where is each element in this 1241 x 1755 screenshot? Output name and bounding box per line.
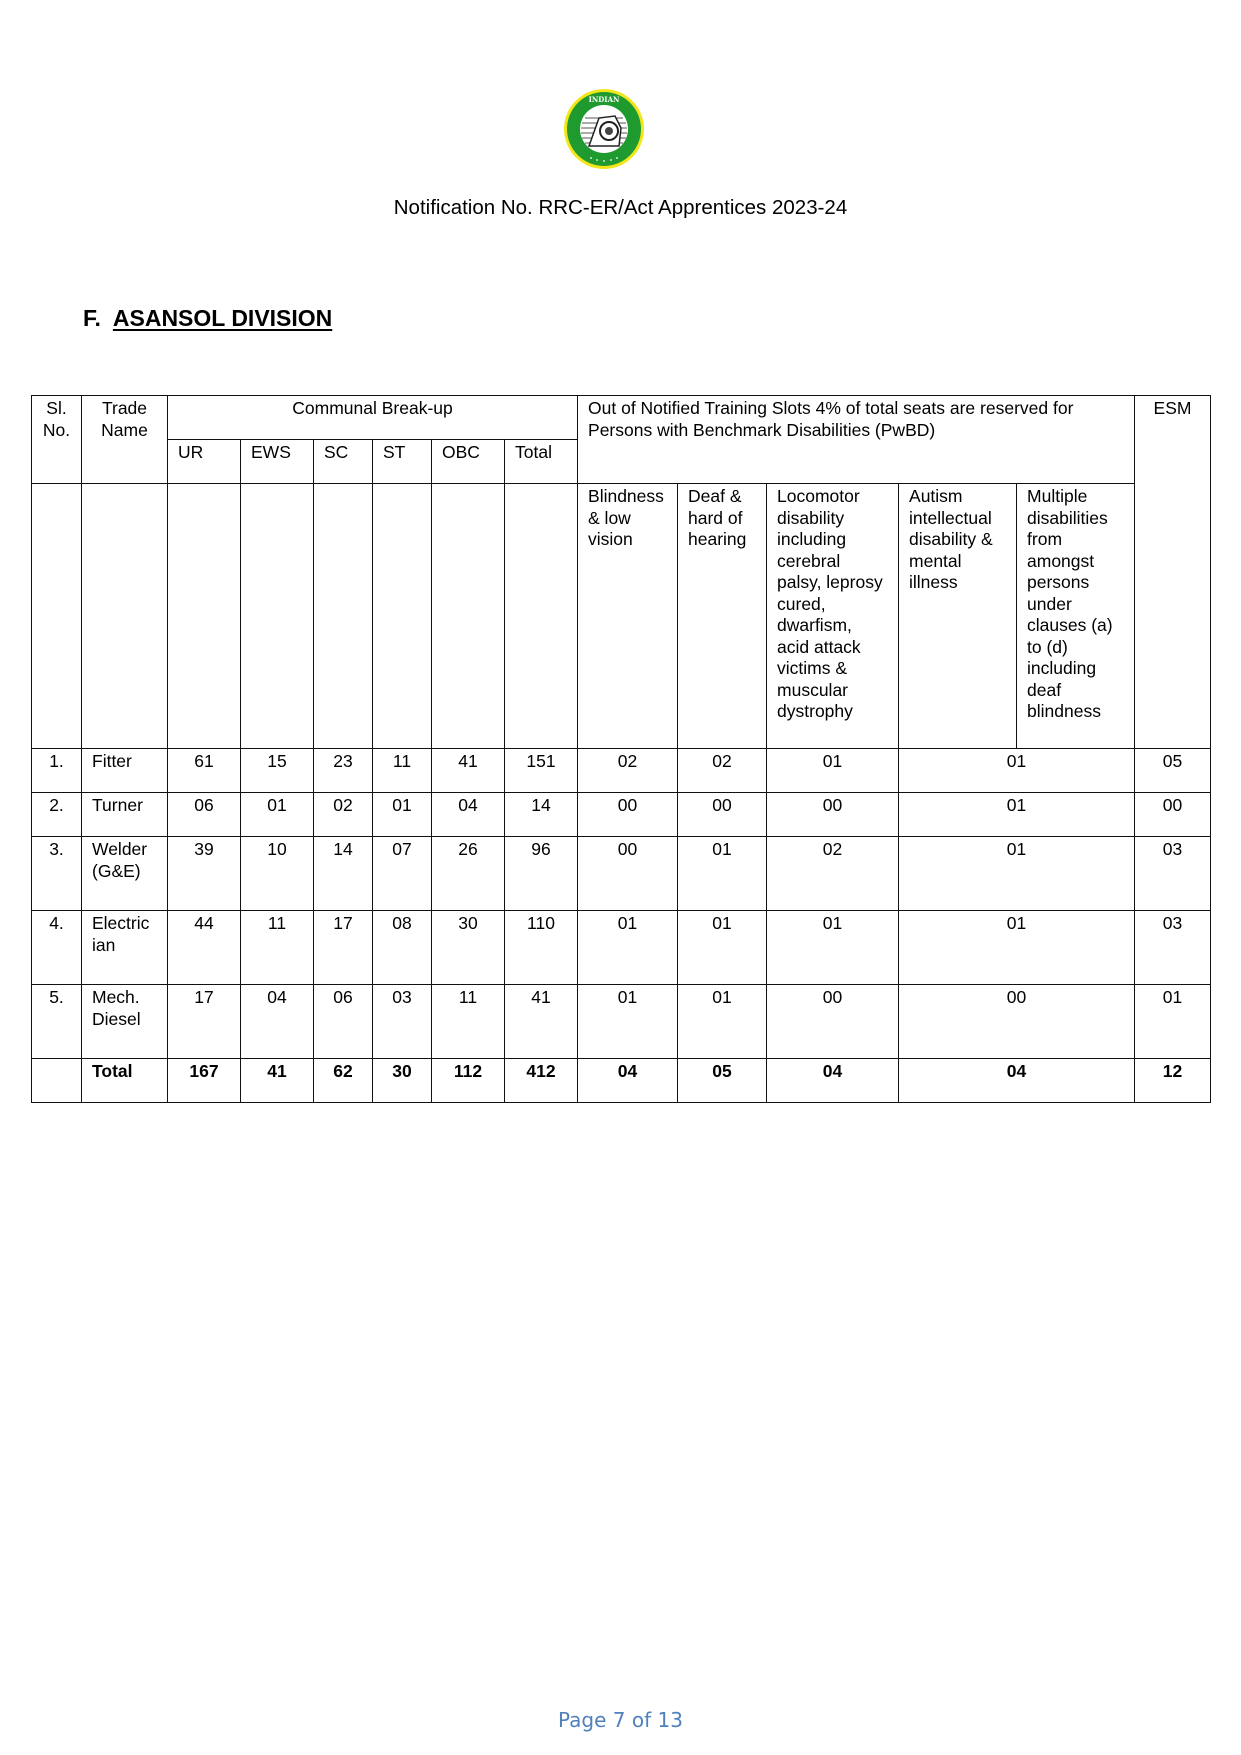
table-row: 1. Fitter 61 15 23 11 41 151 02 02 01 01 05 [32, 749, 1211, 793]
header-deaf: Deaf & hard of hearing [678, 484, 767, 749]
header-ur: UR [168, 440, 241, 484]
trade-name: Mech. Diesel [82, 985, 168, 1059]
header-sl-no: Sl. No. [32, 396, 82, 484]
indian-railways-logo-icon [563, 88, 645, 170]
table-row: 3. Welder (G&E) 39 10 14 07 26 96 00 01 02 01 03 [32, 837, 1211, 911]
header-row-1 [32, 396, 1211, 440]
svg-text:INDIAN: INDIAN [588, 95, 620, 104]
section-title [83, 305, 332, 332]
total-label: Total [82, 1059, 168, 1103]
header-ews: EWS [241, 440, 314, 484]
table-row: 5. Mech. Diesel 17 04 06 03 11 41 01 01 00 00 01 [32, 985, 1211, 1059]
header-blindness: Blindness & low vision [578, 484, 678, 749]
header-multiple: Multiple disabilities from amongst persons under clauses (a) to (d) including deaf blindness [1017, 484, 1135, 749]
header-st: ST [373, 440, 432, 484]
table-total-row: Total 167 41 62 30 112 412 04 05 04 04 12 [32, 1059, 1211, 1103]
trade-name: Welder (G&E) [82, 837, 168, 911]
section-name: ASANSOL DIVISION [112, 305, 333, 331]
header-row-3 [32, 484, 1211, 749]
page-number: Page 7 of 13 [558, 1708, 683, 1732]
header-trade-name: Trade Name [82, 396, 168, 484]
header-pwbd-title: Out of Notified Training Slots 4% of total seats are reserved for Persons with Benchmark Disabilities (PwBD) [578, 396, 1135, 484]
notification-number: Notification No. RRC-ER/Act Apprentices 2023-24 [393, 196, 848, 219]
header-sc: SC [314, 440, 373, 484]
header-esm: ESM [1135, 396, 1211, 749]
trade-name: Fitter [82, 749, 168, 793]
section-letter: F. [83, 305, 101, 331]
header-total: Total [505, 440, 578, 484]
apprentice-seats-table [31, 395, 1211, 1103]
header-autism: Autism intellectual disability & mental illness [899, 484, 1017, 749]
header-communal-breakup: Communal Break-up [168, 396, 578, 440]
table-row: 4. Electric ian 44 11 17 08 30 110 01 01 01 01 03 [32, 911, 1211, 985]
header-obc: OBC [432, 440, 505, 484]
trade-name: Turner [82, 793, 168, 837]
table-row: 2. Turner 06 01 02 01 04 14 00 00 00 01 00 [32, 793, 1211, 837]
trade-name: Electric ian [82, 911, 168, 985]
header-locomotor: Locomotor disability including cerebral palsy, leprosy cured, dwarfism, acid attack victims & muscular dystrophy [767, 484, 899, 749]
